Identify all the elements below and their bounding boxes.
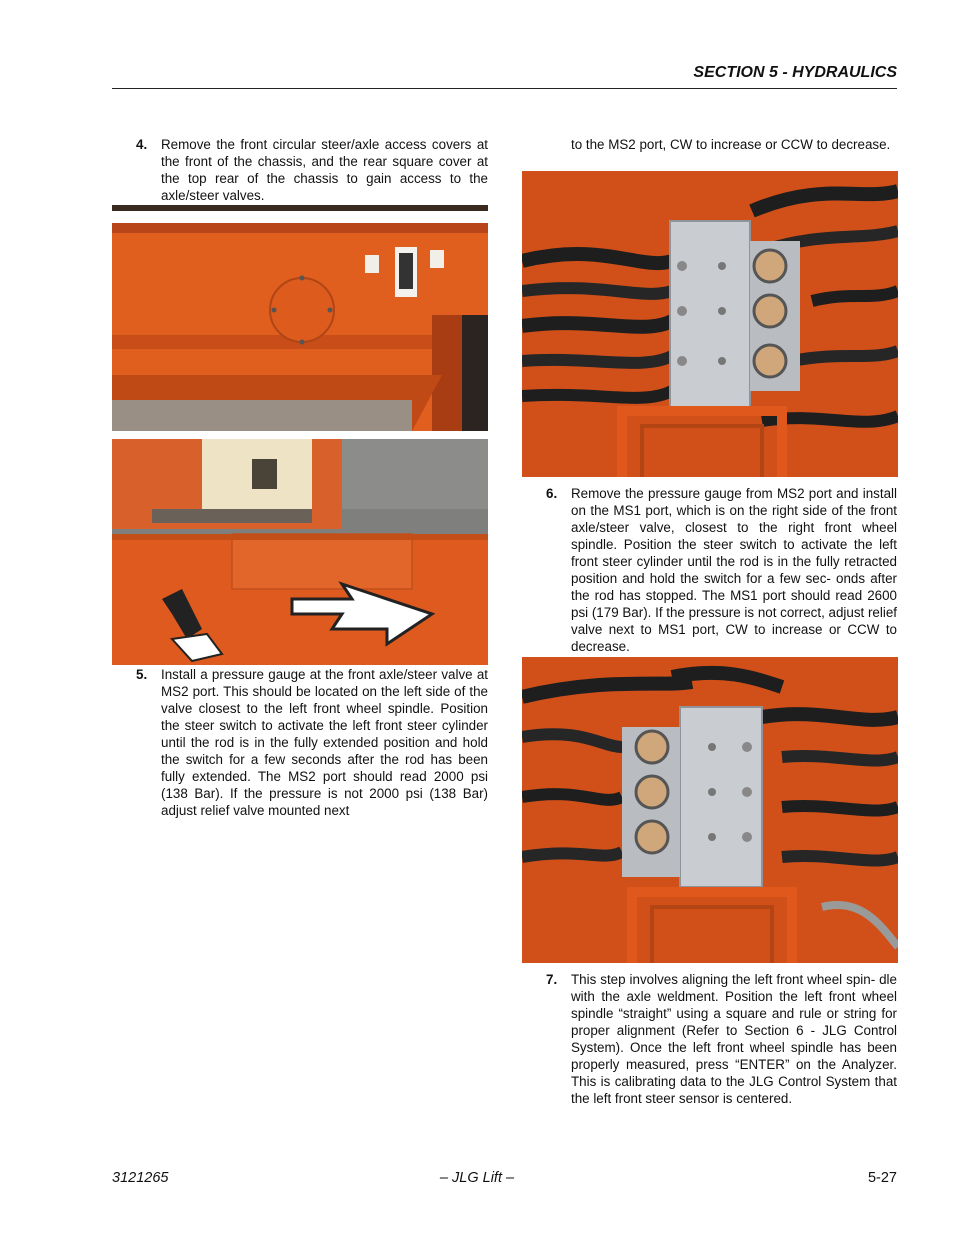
step-number: 4.	[136, 137, 148, 152]
page-number: 5-27	[867, 1170, 897, 1186]
chassis-access-cover-photo	[112, 205, 488, 431]
section-title: SECTION 5 - HYDRAULICS	[693, 64, 897, 81]
header-divider	[112, 88, 897, 89]
step-text: Remove the pressure gauge from MS2 port and install on the MS1 port, which is on the right side of the front axle/steer valve, closest to the right front wheel spindle. Position the steer switch to activate the left front steer cylinder until the rod is in the fully retracted position and hold the switch for a few sec- onds after the rod has stopped. The MS1 port should read 2600 psi (179 Bar). If the pressure is not correct, adjust relief valve next to MS1 port, CW to increase or CCW to decrease.	[571, 486, 897, 654]
step-number: 6.	[546, 486, 558, 501]
document-number: 3121265	[112, 1170, 169, 1186]
step-4	[136, 136, 488, 204]
step-5-continued	[571, 136, 897, 153]
step-text: Remove the front circular steer/axle access covers at the front of the chassis, and the rear square cover at the top rear of the chassis to gain access to the axle/steer valves.	[161, 137, 488, 203]
step-number: 5.	[136, 667, 148, 682]
rear-square-cover-photo	[112, 439, 488, 665]
step-6	[546, 485, 897, 655]
step-7	[546, 971, 897, 1107]
step-5	[136, 666, 488, 819]
step-number: 7.	[546, 972, 558, 987]
axle-steer-valve-ms1-photo	[522, 657, 898, 963]
footer-publisher: – JLG Lift –	[439, 1170, 515, 1186]
axle-steer-valve-ms2-photo	[522, 171, 898, 477]
step-text: This step involves aligning the left front wheel spin- dle with the axle weldment. Position the left front wheel spindle “straight” using a square and rule or string for proper alignment (Refer to Section 6 - JLG Control System). Once the left front wheel spindle has been properly measured, press “ENTER” on the Analyzer. This is calibrating data to the JLG Control System that the left front steer sensor is centered.	[571, 972, 897, 1106]
step-text: to the MS2 port, CW to increase or CCW to decrease.	[571, 137, 891, 152]
step-text: Install a pressure gauge at the front axle/steer valve at MS2 port. This should be located on the left side of the valve closest to the left front wheel spindle. Position the steer switch to activate the left front steer cylinder until the rod is in the fully extended position and hold the switch for a few seconds after the rod has been fully extended. The MS2 port should read 2000 psi (138 Bar). If the pressure is not 2000 psi (138 Bar) adjust relief valve mounted next	[161, 667, 488, 818]
